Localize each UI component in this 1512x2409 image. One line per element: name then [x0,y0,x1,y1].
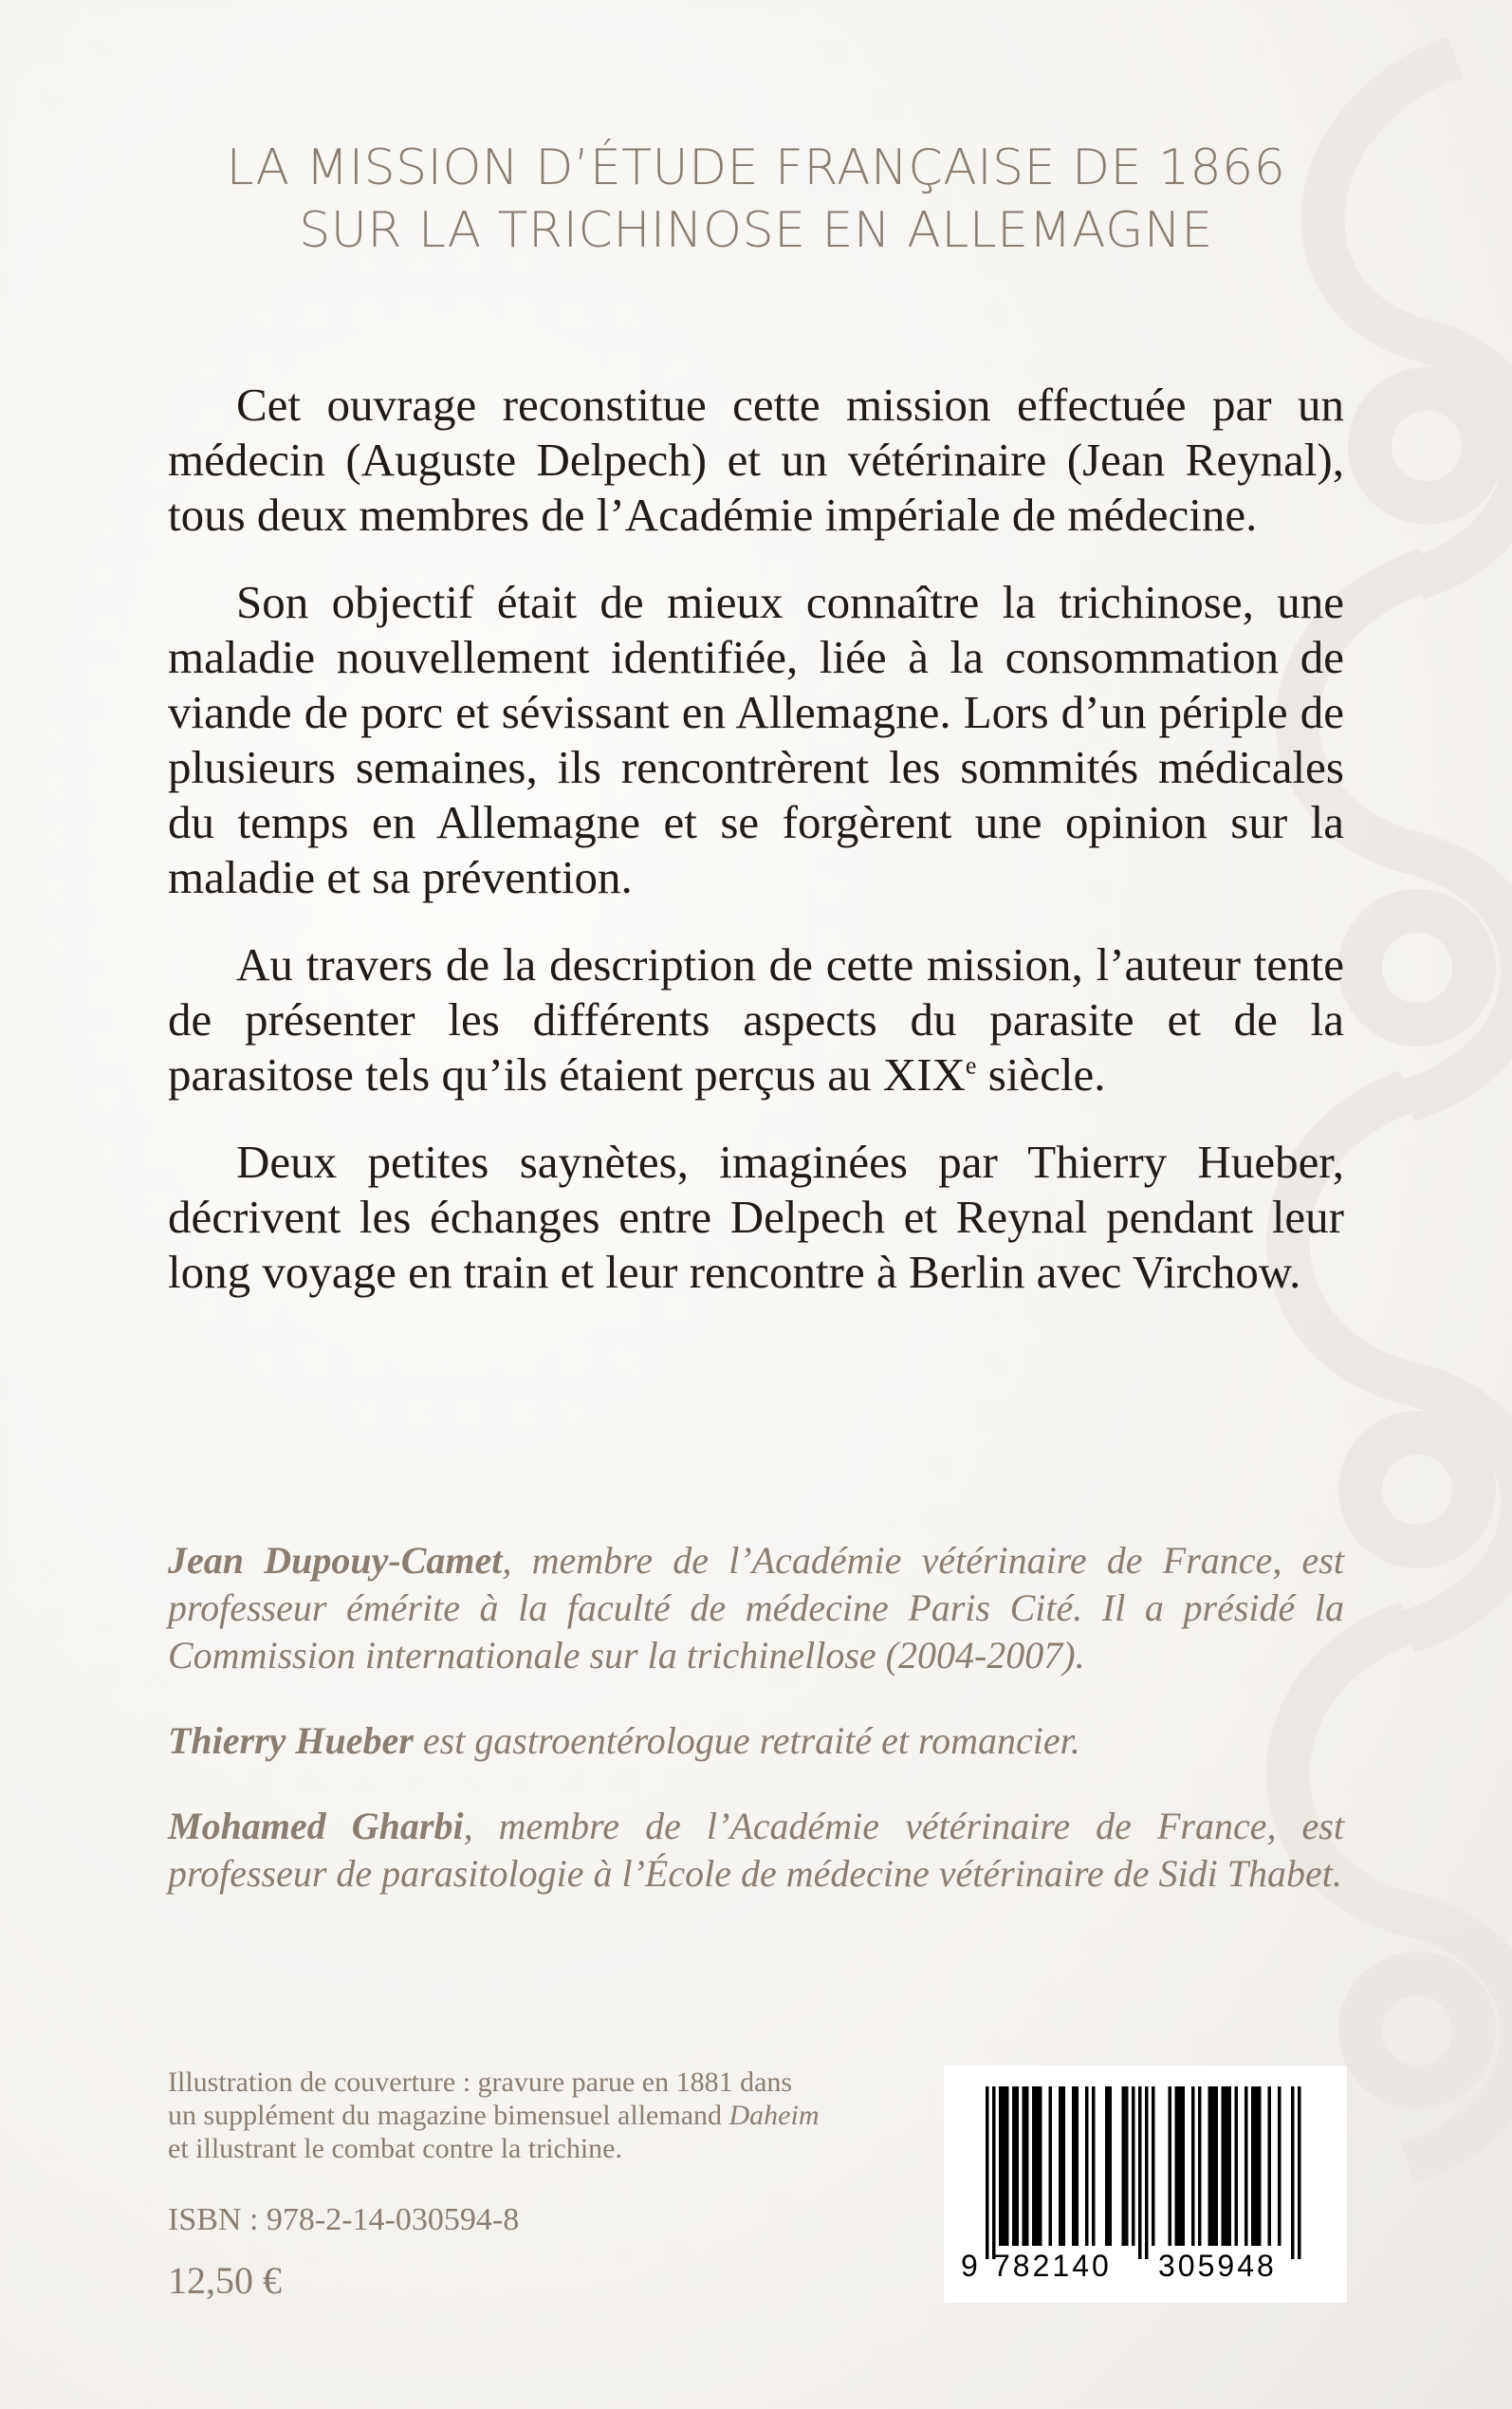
barcode-bar [1178,2086,1182,2246]
barcode-bar [1125,2086,1129,2246]
barcode-lead-digit: 9 [961,2249,978,2283]
book-title-line-1: LA MISSION D’ÉTUDE FRANÇAISE DE 1866 [226,139,1286,196]
barcode-bar [999,2086,1003,2246]
isbn: ISBN : 978-2-14-030594-8 [168,2202,520,2237]
barcode-bar [1003,2086,1006,2246]
barcode-bar [1222,2086,1226,2246]
barcode-bar [1245,2086,1248,2246]
credit-line-1: Illustration de couverture : gravure parue en 1881 dans [168,2066,793,2098]
barcode-bar [1211,2086,1215,2246]
book-summary [168,378,1344,1332]
book-title-line-2: SUR LA TRICHINOSE EN ALLEMAGNE [299,202,1213,259]
barcode-bar [1258,2086,1262,2246]
barcode-bar [1005,2086,1009,2246]
barcode-bar [1175,2086,1179,2246]
summary-paragraph-3 [168,937,1344,1103]
barcode-bar [1023,2086,1026,2246]
credit-line-3: et illustrant le combat contre la trichine. [168,2133,622,2164]
author-name: Jean Dupouy-Camet [168,1539,503,1582]
barcode-bar [1268,2086,1272,2246]
barcode-left-group: 782140 [993,2249,1112,2283]
summary-paragraph-4: Deux petites saynètes, imaginées par Thierry Hueber, décrivent les échanges entre Delpech et Reynal pendant leur long voyage en train et leur rencontre à Berlin avec Virchow. [168,1136,1344,1298]
author-name: Thierry Hueber [168,1719,414,1762]
barcode-bar [1062,2086,1066,2246]
author-bio [168,1537,1344,1679]
barcode-bar [1132,2086,1135,2246]
barcode-graphic [944,2066,1347,2303]
barcode-bar [1145,2086,1149,2259]
barcode-bar [1255,2086,1259,2246]
barcode-bar [1036,2086,1040,2246]
barcode-bars [986,2086,1301,2259]
barcode [944,2066,1347,2303]
barcode-bar [992,2086,996,2259]
cover-illustration-credit [168,2066,879,2165]
barcode-bar [1291,2086,1295,2259]
barcode-bar [1235,2086,1239,2246]
price: 12,50 € [168,2259,282,2302]
barcode-bar [1191,2086,1195,2246]
barcode-bar [1049,2086,1053,2246]
magazine-name: Daheim [728,2100,820,2131]
barcode-bar [1105,2086,1109,2246]
author-bio [168,1803,1344,1898]
barcode-bar [1092,2086,1096,2246]
summary-paragraph-3-end: siècle. [976,1048,1106,1101]
barcode-bar [1085,2086,1089,2246]
barcode-right-group: 305948 [1158,2249,1277,2283]
summary-paragraph-1: Cet ouvrage reconstitue cette mission effectuée par un médecin (Auguste Delpech) et un vétérinaire (Jean Reynal), tous deux membres de l’Académie impériale de médecine. [168,379,1344,541]
barcode-bar [1122,2086,1126,2246]
barcode-bar [1215,2086,1219,2246]
barcode-bar [1208,2086,1212,2246]
barcode-bar [1169,2086,1172,2246]
author-bio-text: est gastroentérologue retraité et romancier. [413,1719,1080,1762]
barcode-bar [1025,2086,1029,2246]
author-name: Mohamed Gharbi [168,1805,464,1847]
barcode-bar [1072,2086,1076,2246]
barcode-bar [1059,2086,1062,2246]
barcode-bar [1228,2086,1232,2246]
barcode-bar [1182,2086,1186,2246]
barcode-bar [1109,2086,1113,2246]
author-bio-text: , membre de l’Académie vétérinaire de France, est professeur de parasitologie à l’École de médecine vétérinaire de Sidi Thabet. [168,1805,1344,1895]
barcode-bar [1076,2086,1079,2246]
barcode-bar [1032,2086,1036,2246]
barcode-bar [1016,2086,1020,2246]
summary-paragraph-3-text: Au travers de la description de cette mission, l’auteur tente de présenter les différents aspects du parasite et de la parasitose tels qu’ils étaient perçus au XIX [168,938,1344,1101]
author-bio [168,1717,1344,1765]
barcode-bar [1138,2086,1142,2259]
barcode-bar [1198,2086,1202,2246]
barcode-bar [1251,2086,1255,2246]
credit-line-2: un supplément du magazine bimensuel allemand [168,2100,729,2131]
barcode-bar [986,2086,989,2259]
barcode-bar [1225,2086,1228,2246]
author-bio-text: , membre de l’Académie vétérinaire de France, est professeur émérite à la faculté de médecine Paris Cité. Il a présidé la Commission internationale sur la trichinellose (2004-2007). [168,1539,1344,1677]
barcode-bar [1152,2086,1155,2246]
author-bios [168,1537,1344,1936]
barcode-bar [1012,2086,1016,2246]
barcode-bar [1278,2086,1282,2246]
barcode-bar [1039,2086,1042,2246]
century-superscript: e [965,1051,977,1080]
barcode-bar [1298,2086,1301,2259]
summary-paragraph-2: Son objectif était de mieux connaître la trichinose, une maladie nouvellement identifiée, liée à la consommation de viande de porc et sévissant en Allemagne. Lors d’un périple de plusieurs semaines, ils rencontrèrent les sommités médicales du temps en Allemagne et se forgèrent une opinion sur la maladie et sa prévention. [168,576,1344,903]
